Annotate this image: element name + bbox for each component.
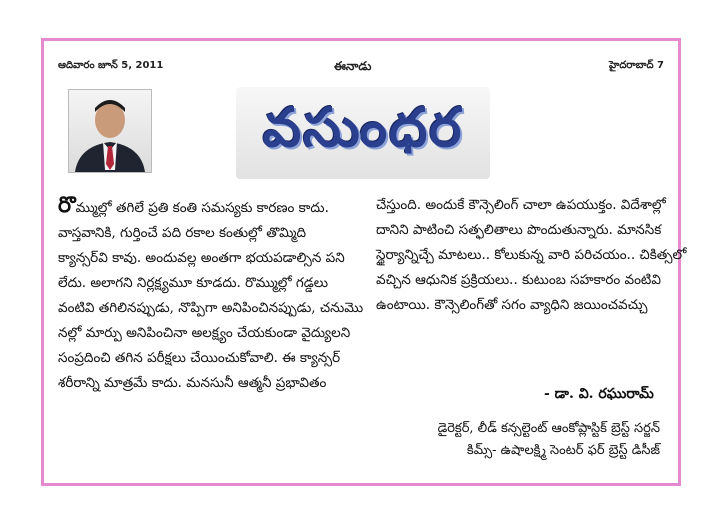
article-line: శరీరాన్ని మాత్రమే కాదు. మనసునీ ఆత్మనీ ప్రభావితం xyxy=(58,375,327,391)
newspaper-name: ఈనాడు xyxy=(334,59,372,73)
article-column-right xyxy=(376,193,687,318)
author-affiliation: కిమ్స్- ఉషాలక్ష్మి సెంటర్ ఫర్ బ్రెస్ట్ డిసీజ్ xyxy=(466,443,660,458)
article-column-left xyxy=(58,192,364,396)
author-designation: డైరెక్టర్, లీడ్ కన్సల్టెంట్ ఆంకోప్లాస్టిక్ బ్రెస్ట్ సర్జన్ xyxy=(437,421,660,436)
issue-date: ఆదివారం జూన్ 5, 2011 xyxy=(58,60,164,71)
article-line: లేదు. అలాగని నిర్లక్ష్యమూ కూడదు. రొమ్ముల్లో గడ్డలు xyxy=(58,275,329,291)
article-line: నల్లో మార్పు అనిపించినా అలక్ష్యం చేయకుండా వైద్యులని xyxy=(58,325,351,341)
article-line: రొమ్ముల్లో తగిలే ప్రతి కంతి సమస్యకు కారణం కాదు. xyxy=(58,192,329,218)
article-line: చేస్తుంది. అందుకే కౌన్సెలింగ్ చాలా ఉపయుక్తం. విదేశాల్లో xyxy=(376,197,666,213)
author-signature: - డా. వి. రఘురామ్ xyxy=(544,386,654,402)
newspaper-clipping xyxy=(41,38,687,486)
article-line: వంటివి తగిలినప్పుడు, నొప్పిగా అనిపించినప్పుడు, చనుమొ xyxy=(58,300,364,316)
edition-page: హైదరాబాద్ 7 xyxy=(609,60,664,71)
article-line: వాస్తవానికి, గుర్తించే పది రకాల కంతుల్లో తొమ్మిది xyxy=(58,225,307,241)
article-line: ఉంటాయి. కౌన్సెలింగ్‌తో సగం వ్యాధిని జయించవచ్చు xyxy=(376,297,648,313)
author-photo xyxy=(68,89,152,173)
article-line: వచ్చిన ఆధునిక ప్రక్రియలు.. కుటుంబ సహకారం వంటివి xyxy=(376,272,661,288)
article-line: దానిని పాటించి సత్ఫలితాలు పొందుతున్నారు. మానసిక xyxy=(376,222,662,238)
section-masthead xyxy=(236,87,490,179)
section-title: వసుంధర xyxy=(262,95,464,159)
dropcap: రొ xyxy=(58,192,76,218)
article-line: సంప్రదించి తగిన పరీక్షలు చేయించుకోవాలి. ఈ క్యాన్సర్ xyxy=(58,350,341,366)
article-line: క్యాన్సర్‌వి కావు. అందువల్ల అంతగా భయపడాల్సిన పని xyxy=(58,250,345,266)
portrait-image xyxy=(69,90,151,172)
article-line: స్థైర్యాన్నిచ్చే మాటలు.. కోలుకున్న వారి పరిచయం.. చికిత్సలో xyxy=(376,247,687,263)
